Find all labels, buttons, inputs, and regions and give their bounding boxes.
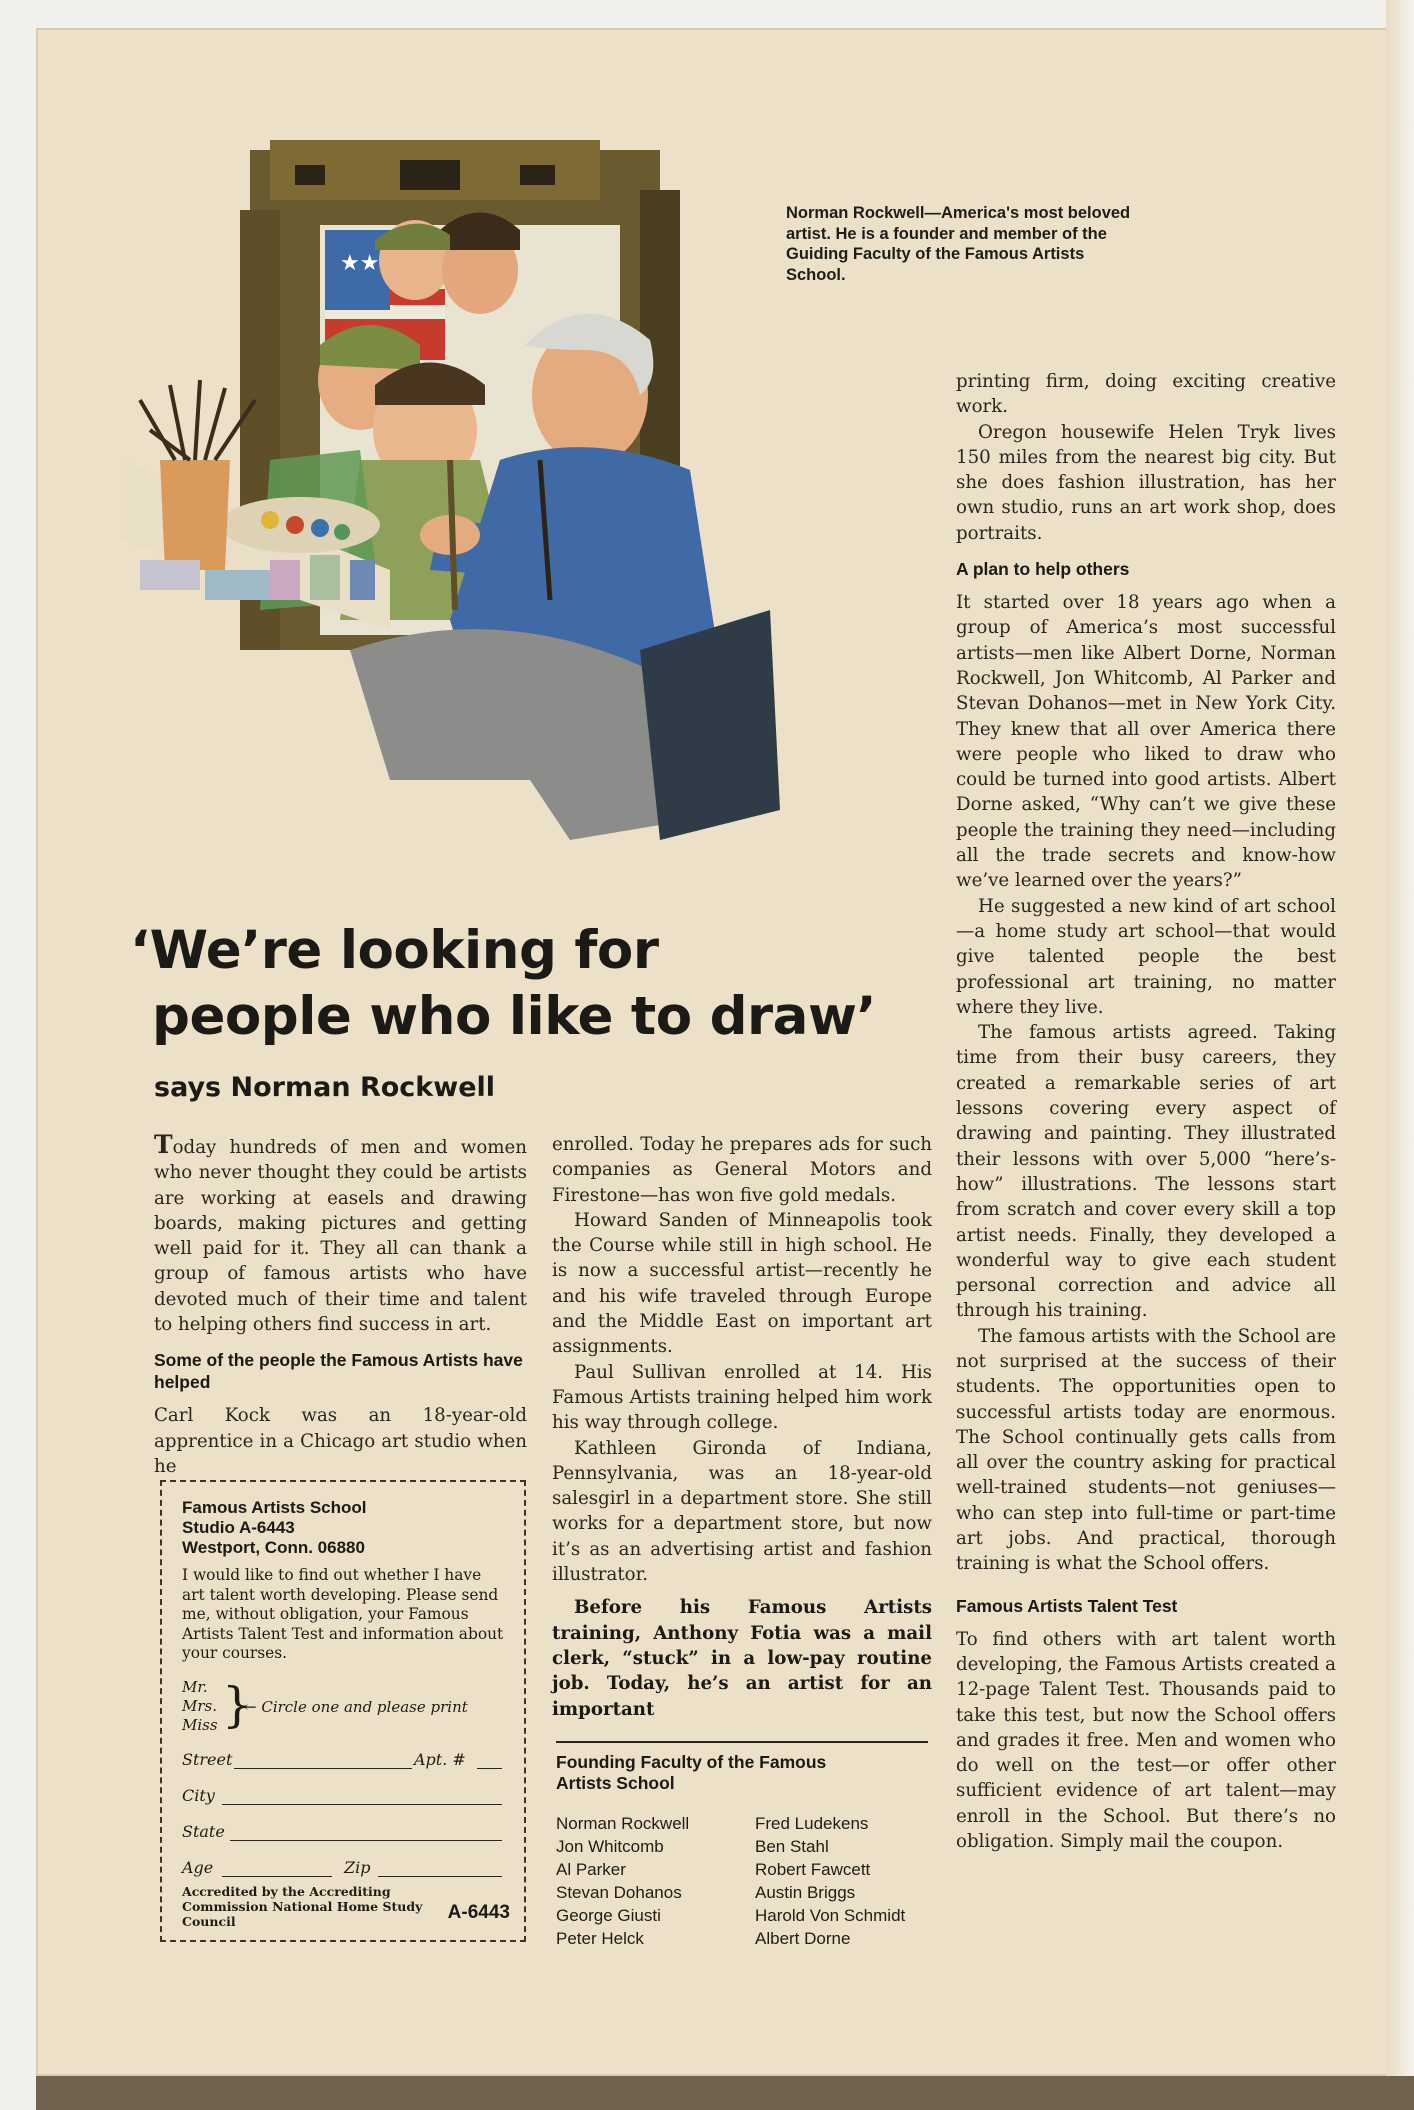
subheadline: says Norman Rockwell [154, 1072, 496, 1103]
drop-cap: T [154, 1130, 173, 1159]
paragraph: enrolled. Today he prepares ads for such companies as General Motors and Firestone—has won five gold medals. [552, 1134, 932, 1206]
paragraph: The famous artists agreed. Taking time from their busy careers, they created a remarkable series of art lessons covering every aspect of drawing and painting. They illustrated their lessons with over 5,000 “here’s-how” illustrations. The lessons start from scratch and cover every skill a top artist needs. Finally, they developed a wonderful way to give each student personal correction and advice all through his training. [956, 1022, 1336, 1322]
paragraph: It started over 18 years ago when a group of America’s most successful artists—men like Albert Dorne, Norman Rockwell, Jon Whitcomb, Al Parker and Stevan Dohanos—met in New York City. They knew that all over America there were people who liked to draw who could be turned into good artists. Albert Dorne asked, “Why can’t we give these people the training they need—including all the trade secrets and know-how we’ve learned over the years?” [956, 592, 1336, 892]
paragraph: Carl Kock was an 18-year-old apprentice in a Chicago art studio when he [154, 1405, 527, 1477]
paragraph: Paul Sullivan enrolled at 14. His Famous Artists training helped him work his way through college. [552, 1361, 932, 1434]
section-heading-talent-test: Famous Artists Talent Test [956, 1595, 1178, 1616]
intro-paragraph: Today hundreds of men and women who never thought they could be artists are working at easels and drawing boards, making pictures and getting well paid for it. They all can thank a group of famous artists who have devoted much of their time and talent to helping others find success in art. [154, 1130, 527, 1336]
brace: } [222, 1677, 253, 1733]
faculty-list-right [755, 1812, 975, 1950]
paragraph: To find others with art talent worth developing, the Famous Artists created a 12-page Talent Test. Thousands paid to take this test, but now the School offers and grades it free. Men and women who do well on the test—or offer other sufficient evidence of art talent—may enroll in the School. But there’s no obligation. Simply mail the coupon. [956, 1628, 1336, 1853]
page-bottom-edge [36, 2076, 1414, 2110]
rockwell-illustration [120, 130, 890, 900]
faculty-name: George Giusti [556, 1906, 661, 1925]
city-field[interactable]: City [182, 1786, 502, 1810]
svg-text:★★: ★★ [340, 251, 380, 276]
street-field[interactable]: Street Apt. # [182, 1750, 502, 1774]
paragraph: Kathleen Gironda of Indiana, Pennsylvania, was an 18-year-old salesgirl in a department store. She still works for a department store, but now it’s as an advertising artist and fashion illustrator. [552, 1437, 932, 1586]
column-1 [154, 1132, 527, 1479]
column-3 [956, 369, 1336, 1854]
accreditation-note: Accredited by the Accrediting Commission National Home Study Council [182, 1884, 423, 1929]
faculty-name: Fred Ludekens [755, 1814, 869, 1833]
divider [556, 1741, 928, 1743]
mail-coupon [160, 1480, 526, 1942]
column-2 [552, 1132, 932, 1722]
paragraph: printing firm, doing exciting creative work. [956, 371, 1336, 418]
faculty-name: Norman Rockwell [556, 1814, 690, 1833]
paragraph: Howard Sanden of Minneapolis took the Course while still in high school. He is now a successful artist—recently he and his wife traveled through Europe and the Middle East on important art assignments. [552, 1209, 932, 1358]
state-field[interactable]: State [182, 1822, 502, 1846]
coupon-request-text: I would like to find out whether I have art talent worth developing. Please send me, without obligation, your Famous Artists Talent Test and information about your courses. [182, 1566, 504, 1662]
paragraph: The famous artists with the School are not surprised at the success of their students. The opportunities open to successful artists today are enormous. The School continually gets calls from all over the country asking for practical well-trained students—not geniuses—who can step into full-time or part-time art jobs. And practical, thorough training is what the School offers. [956, 1325, 1336, 1575]
faculty-name: Austin Briggs [755, 1883, 856, 1902]
paragraph: Oregon housewife Helen Tryk lives 150 miles from the nearest big city. But she does fashion illustration, has her own studio, runs an art work shop, does portraits. [956, 421, 1336, 544]
headline-line-1: ‘We’re looking for [130, 920, 659, 981]
faculty-name: Stevan Dohanos [556, 1883, 682, 1902]
salutation-selector: Mr. Mrs. Miss } ← Circle one and please print [182, 1677, 468, 1734]
coupon-code: A-6443 [447, 1902, 510, 1923]
faculty-name: Albert Dorne [755, 1929, 851, 1948]
coupon-address: Famous Artists School Studio A-6443 Westport, Conn. 06880 [182, 1498, 367, 1557]
faculty-name: Jon Whitcomb [556, 1837, 664, 1856]
section-heading-helped: Some of the people the Famous Artists have helped [154, 1350, 523, 1393]
faculty-name: Robert Fawcett [755, 1860, 871, 1879]
age-zip-field[interactable]: Age Zip [182, 1858, 502, 1882]
faculty-name: Peter Helck [556, 1929, 644, 1948]
page-edge [1386, 0, 1414, 2110]
faculty-name: Harold Von Schmidt [755, 1906, 906, 1925]
paragraph: He suggested a new kind of art school—a home study art school—that would give talented people the best professional art training, no matter where they live. [956, 895, 1336, 1018]
headline [130, 918, 990, 1050]
faculty-name: Ben Stahl [755, 1837, 829, 1856]
faculty-heading: Founding Faculty of the Famous Artists School [556, 1752, 827, 1793]
paragraph: Before his Famous Artists training, Anthony Fotia was a mail clerk, “stuck” in a low-pay routine job. Today, he’s an artist for an important [552, 1597, 932, 1720]
faculty-list-left [556, 1812, 776, 1950]
section-heading-plan: A plan to help others [956, 559, 1130, 580]
illustration-caption: Norman Rockwell—America's most beloved artist. He is a founder and member of the Guiding Faculty of the Famous Artists School. [786, 204, 1131, 284]
headline-line-2: people who like to draw’ [152, 986, 877, 1047]
faculty-name: Al Parker [556, 1860, 626, 1879]
